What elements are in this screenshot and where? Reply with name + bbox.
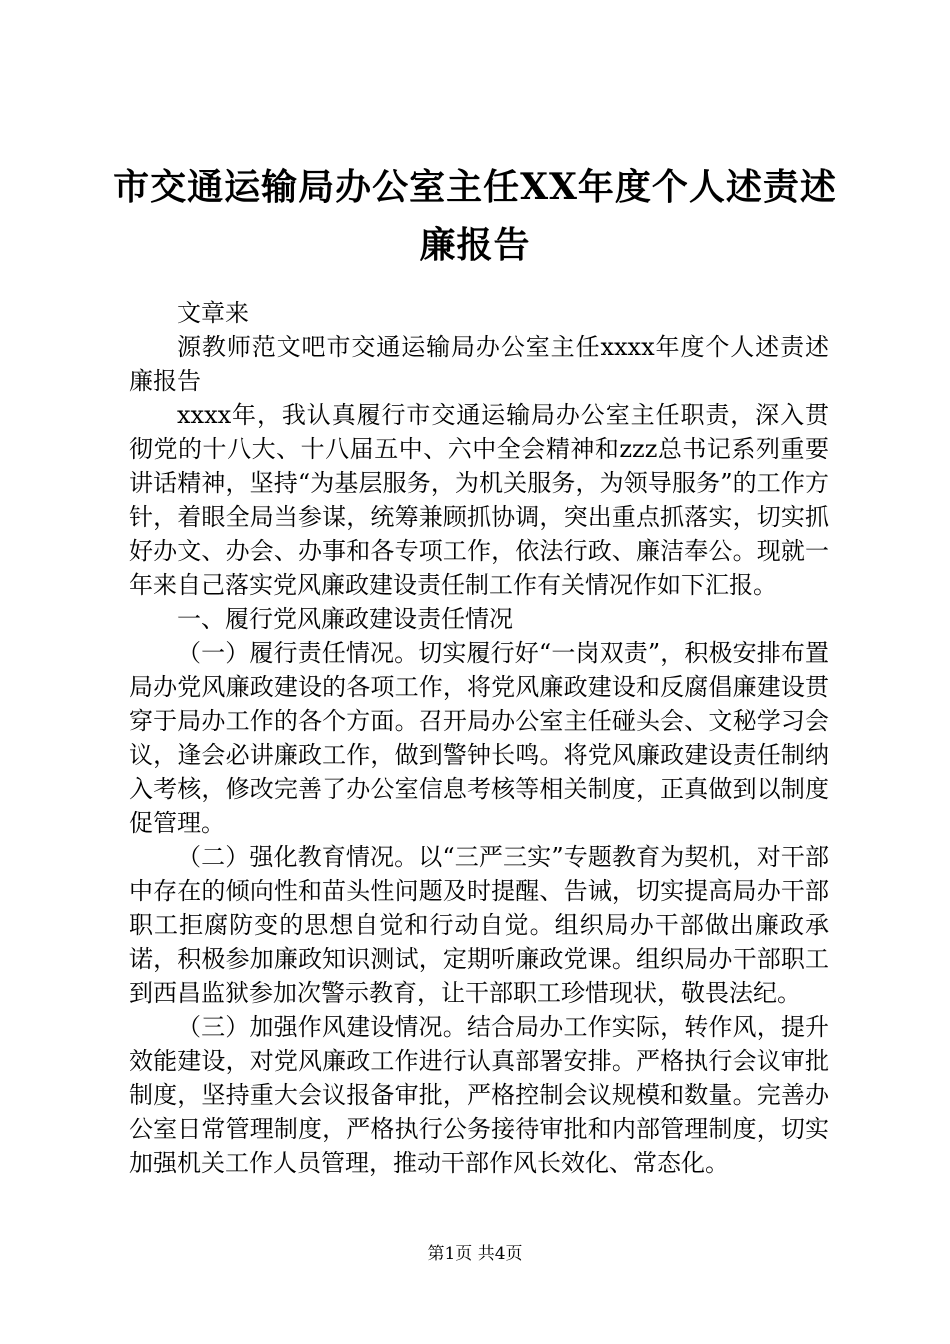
document-title: 市交通运输局办公室主任XX年度个人述责述廉报告 [113,166,837,266]
paragraph-responsibility: （一）履行责任情况。切实履行好“一岗双责”，积极安排布置局办党风廉政建设的各项工作，将党风廉政建设和反腐倡廉建设贯穿于局办工作的各个方面。召开局办公室主任碰头会、文秘学习会议，逢会必讲廉政工作，做到警钟长鸣。将党风廉政建设责任制纳入考核，修改完善了办公室信息考核等相关制度，正真做到以制度促管理。 [129,639,829,837]
paragraph-source-1: 文章来 [177,299,249,327]
paragraph-source-2: 源教师范文吧市交通运输局办公室主任xxxx年度个人述责述廉报告 [129,333,829,395]
section-heading-1: 一、履行党风廉政建设责任情况 [177,605,513,633]
paragraph-intro: xxxx年，我认真履行市交通运输局办公室主任职责，深入贯彻党的十八大、十八届五中、六中全会精神和zzz总书记系列重要讲话精神，坚持“为基层服务，为机关服务，为领导服务”的工作方针，着眼全局当参谋，统筹兼顾抓协调，突出重点抓落实，切实抓好办文、办会、办事和各专项工作，依法行政、廉洁奉公。现就一年来自己落实党风廉政建设责任制工作有关情况作如下汇报。 [129,401,829,599]
page-footer: 第1页 共4页 [427,1244,523,1264]
paragraph-education: （二）强化教育情况。以“三严三实”专题教育为契机，对干部中存在的倾向性和苗头性问题及时提醒、告诫，切实提高局办干部职工拒腐防变的思想自觉和行动自觉。组织局办干部做出廉政承诺，积极参加廉政知识测试，定期听廉政党课。组织局办干部职工到西昌监狱参加次警示教育，让干部职工珍惜现状，敬畏法纪。 [129,843,829,1007]
paragraph-work-style: （三）加强作风建设情况。结合局办工作实际，转作风，提升效能建设，对党风廉政工作进行认真部署安排。严格执行会议审批制度，坚持重大会议报备审批，严格控制会议规模和数量。完善办公室日常管理制度，严格执行公务接待审批和内部管理制度，切实加强机关工作人员管理，推动干部作风长效化、常态化。 [129,1013,829,1177]
document-body [129,296,829,1180]
